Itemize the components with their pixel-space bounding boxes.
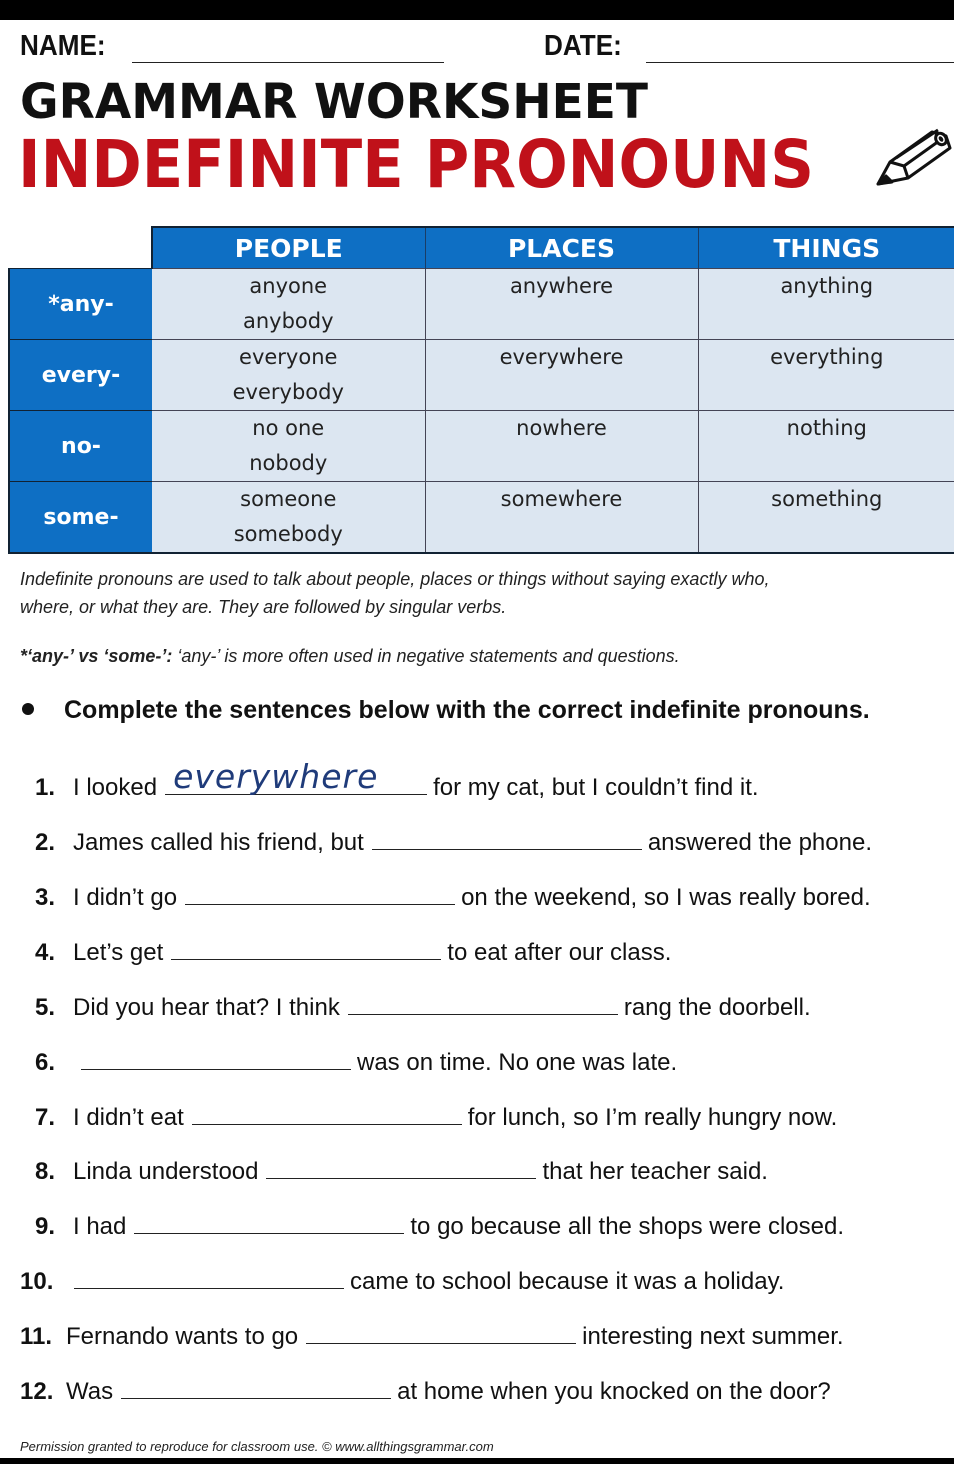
answer-blank[interactable] [121,1374,391,1399]
question-text-before: James called his friend, but [73,829,364,856]
question-number: 4. [35,939,56,966]
row-header-some: some- [9,482,152,554]
question-number: 8. [35,1158,56,1185]
table-row [9,340,954,411]
answer-blank[interactable] [134,1209,404,1234]
cell-people [152,482,425,554]
row-header-any: *any- [9,269,152,340]
question-text-before: Fernando wants to go [66,1323,299,1350]
row-header-every: every- [9,340,152,411]
bottom-bar [0,1458,954,1464]
table-row [9,482,954,554]
worksheet-subtitle: INDEFINITE PRONOUNS [18,126,814,203]
question-text-before: I didn’t eat [73,1104,184,1131]
question-text-before: I looked [73,774,158,801]
pronoun: everybody [232,380,344,404]
answer-blank[interactable] [266,1154,536,1179]
answer-blank[interactable] [306,1319,576,1344]
question-text-before: I didn’t go [73,884,178,911]
question-text-after: answered the phone. [647,829,872,856]
cell-places: everywhere [425,340,698,411]
cell-things: everything [698,340,954,411]
question-item [35,1154,768,1186]
question-text-before: I had [73,1213,127,1240]
answer-blank[interactable] [81,1045,351,1070]
cell-places: somewhere [425,482,698,554]
question-number: 11. [20,1323,53,1350]
question-text-before: Let’s get [73,939,164,966]
instruction [22,696,870,725]
question-text-before: Linda understood [73,1158,259,1185]
date-field[interactable] [646,62,954,63]
question-text-after: was on time. No one was late. [357,1049,678,1076]
pronoun: everyone [239,345,338,369]
question-item [35,990,811,1022]
question-number: 12. [20,1378,54,1405]
instruction-text: Complete the sentences below with the correct indefinite pronouns. [64,696,870,724]
indefinite-pronoun-table [8,226,954,554]
pronoun: someone [240,487,337,511]
table-row [9,269,954,340]
pencil-icon [874,126,954,190]
question-text-after: rang the doorbell. [623,994,811,1021]
cell-places: nowhere [425,411,698,482]
question-text-after: for lunch, so I’m really hungry now. [467,1104,838,1131]
question-number: 2. [35,829,56,856]
any-some-note [20,646,680,667]
question-item [35,757,759,802]
question-item [20,1319,844,1351]
copyright-footer: Permission granted to reproduce for classroom use. © www.allthingsgrammar.com [20,1439,494,1454]
question-number: 6. [35,1049,56,1076]
pronoun: nobody [249,451,328,475]
question-text-after: to eat after our class. [447,939,672,966]
answer-blank[interactable] [74,1264,344,1289]
question-number: 3. [35,884,56,911]
answer-blank[interactable] [192,1100,462,1125]
bullet-icon [22,703,34,715]
any-some-label: *‘any-’ vs ‘some-’: [20,646,173,666]
cell-places: anywhere [425,269,698,340]
question-item [35,1100,837,1132]
answer-blank[interactable] [372,825,642,850]
question-number: 9. [35,1213,56,1240]
question-item [35,880,871,912]
cell-people [152,411,425,482]
answer-blank[interactable] [185,880,455,905]
column-header-things: THINGS [698,227,954,269]
question-number: 10. [20,1268,54,1295]
name-field[interactable] [132,62,444,63]
pronoun: somebody [233,522,343,546]
table-corner [9,227,152,269]
question-text-after: that her teacher said. [542,1158,768,1185]
question-number: 7. [35,1104,56,1131]
answer-blank[interactable] [348,990,618,1015]
question-text-before: Did you hear that? I think [73,994,340,1021]
cell-things: nothing [698,411,954,482]
question-text-after: came to school because it was a holiday. [350,1268,785,1295]
date-label: DATE: [544,30,622,62]
question-number: 1. [35,774,56,801]
cell-things: something [698,482,954,554]
worksheet-title: GRAMMAR WORKSHEET [20,74,649,130]
answer-blank[interactable] [171,935,441,960]
question-text-after: to go because all the shops were closed. [410,1213,844,1240]
question-item [35,935,671,967]
name-label: NAME: [20,30,106,62]
row-header-no: no- [9,411,152,482]
table-header-row [9,227,954,269]
pronoun: anyone [249,274,328,298]
handwritten-answer: everywhere [173,757,379,796]
cell-things: anything [698,269,954,340]
any-some-text: ‘any-’ is more often used in negative statements and questions. [172,646,680,666]
table-row [9,411,954,482]
cell-people [152,269,425,340]
question-item [35,1045,677,1077]
question-text-before: Was [66,1378,114,1405]
pronoun: anybody [242,309,334,333]
column-header-people: PEOPLE [152,227,425,269]
question-item [35,825,872,857]
question-number: 5. [35,994,56,1021]
question-item [20,1264,784,1296]
question-item [35,1209,844,1241]
question-text-after: at home when you knocked on the door? [397,1378,831,1405]
question-text-after: interesting next summer. [582,1323,844,1350]
name-date-row [20,30,954,70]
question-item [20,1374,831,1406]
top-bar [0,0,954,20]
definition-line-2: where, or what they are. They are followed by singular verbs. [20,597,507,617]
pronoun: no one [252,416,325,440]
question-text-after: on the weekend, so I was really bored. [461,884,871,911]
cell-people [152,340,425,411]
answer-blank[interactable] [165,757,427,796]
column-header-places: PLACES [425,227,698,269]
question-text-after: for my cat, but I couldn’t find it. [433,774,759,801]
definition-line-1: Indefinite pronouns are used to talk about people, places or things without saying exactly who, [20,569,770,589]
